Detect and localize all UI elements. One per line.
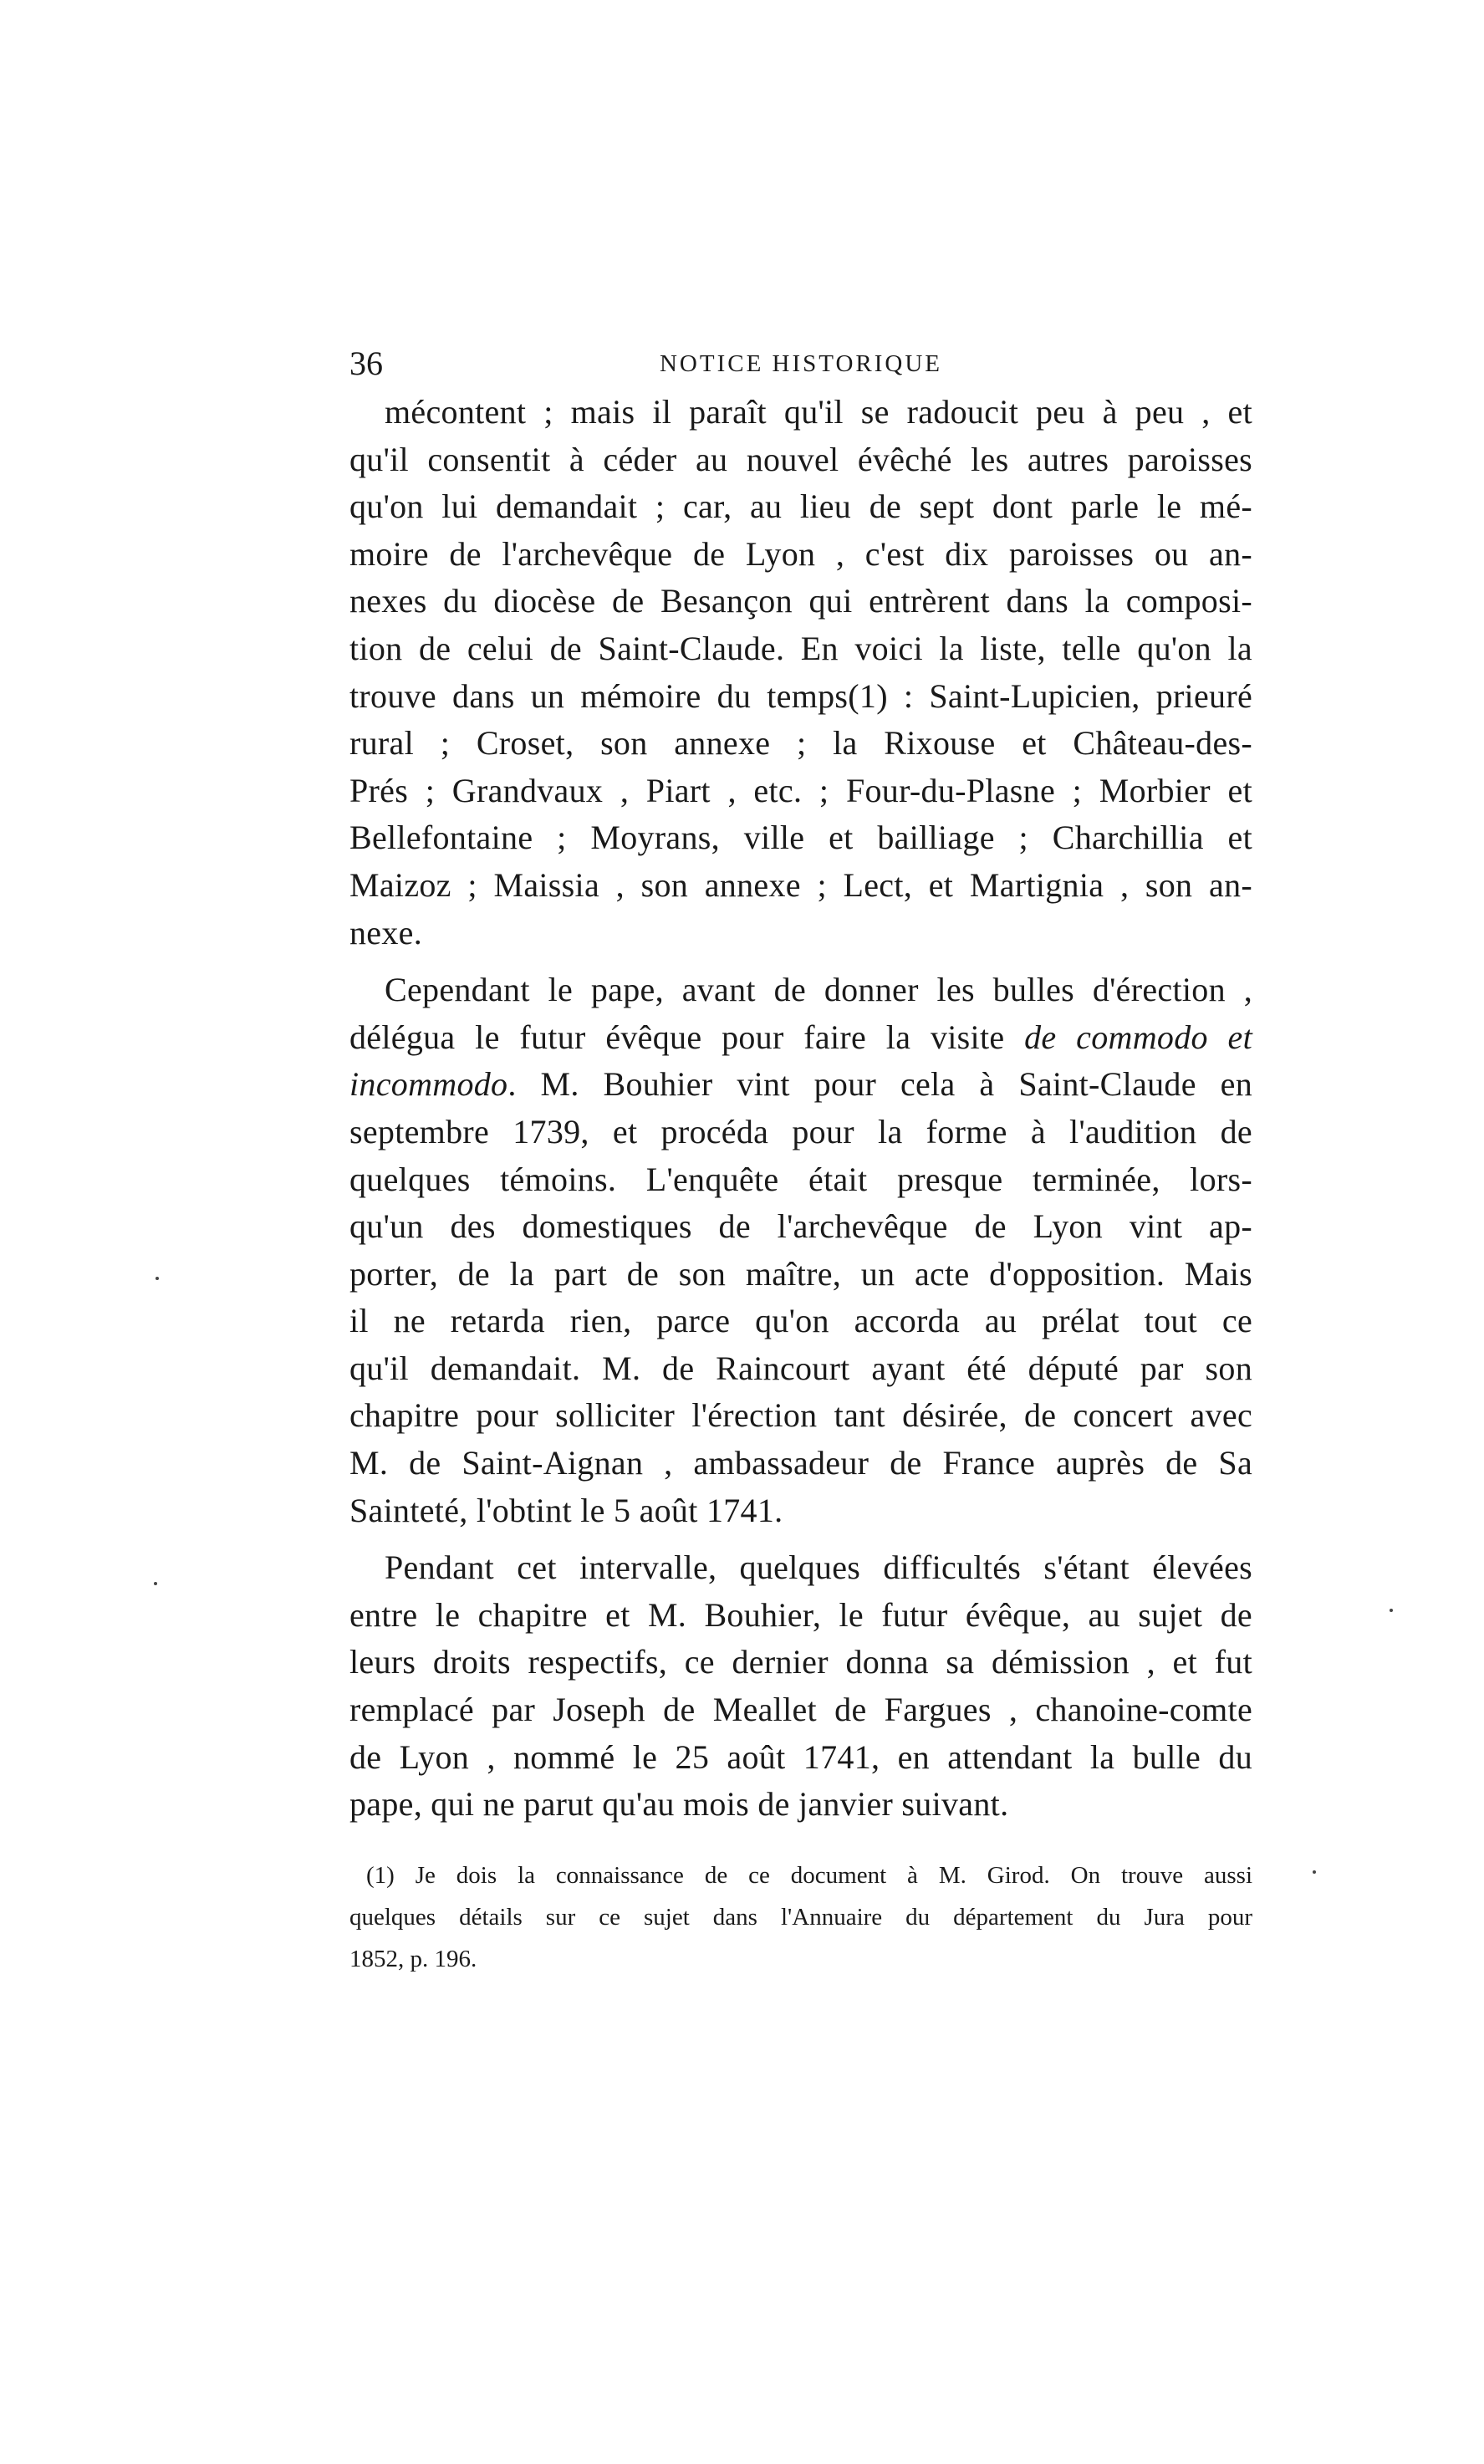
scan-speck <box>154 1582 157 1585</box>
text-segment: mécontent ; mais il paraît qu'il se radoucit peu à peu , et <box>385 393 1252 431</box>
text-line <box>349 720 1252 768</box>
italic-text: de commodo et <box>1024 1018 1252 1056</box>
running-title: NOTICE HISTORIQUE <box>659 350 943 377</box>
text-line <box>349 1639 1252 1686</box>
footnote-line: 1852, p. 196. <box>349 1946 477 1972</box>
text-segment: Prés ; Grandvaux , Piart , etc. ; Four-du-Plasne ; Morbier et <box>349 771 1252 809</box>
text-segment: Bellefontaine ; Moyrans, ville et bailliage ; Charchillia et <box>349 819 1252 857</box>
paragraph-gap <box>349 957 1252 967</box>
scan-speck <box>1313 1870 1316 1874</box>
text-line <box>349 1734 1252 1782</box>
text-line <box>349 436 1252 484</box>
text-line <box>349 1686 1252 1734</box>
footnote-line: (1) Je dois la connaissance de ce document à M. Girod. On trouve aussi <box>366 1862 1252 1889</box>
text-line <box>349 1156 1252 1204</box>
text-segment: nexe. <box>349 913 423 951</box>
text-line <box>349 1392 1252 1440</box>
italic-text: incommodo <box>349 1065 508 1104</box>
text-line <box>349 673 1252 721</box>
text-segment: délégua le futur évêque pour faire la visite <box>349 1018 1025 1056</box>
text-line <box>349 1109 1252 1156</box>
text-line <box>349 1251 1252 1298</box>
footnote-line: quelques détails sur ce sujet dans l'Annuaire du département du Jura pour <box>349 1904 1252 1931</box>
text-line <box>349 1298 1252 1345</box>
text-line <box>349 1487 1252 1535</box>
text-segment: qu'un des domestiques de l'archevêque de Lyon vint ap- <box>349 1207 1252 1246</box>
text-segment: pape, qui ne parut qu'au mois de janvier suivant. <box>349 1785 1009 1824</box>
text-line <box>349 1781 1252 1829</box>
scan-speck <box>156 1277 159 1280</box>
text-segment: qu'il consentit à céder au nouvel évêché les autres paroisses <box>349 440 1252 478</box>
text-line <box>349 1544 1252 1592</box>
text-line <box>349 1014 1252 1062</box>
text-line <box>349 1592 1252 1640</box>
text-segment: rural ; Croset, son annexe ; la Rixouse et Château-des- <box>349 724 1252 763</box>
text-line <box>349 389 1252 436</box>
text-line <box>349 1203 1252 1251</box>
text-segment: moire de l'archevêque de Lyon , c'est dix paroisses ou an- <box>349 534 1252 573</box>
text-segment: de Lyon , nommé le 25 août 1741, en attendant la bulle du <box>349 1737 1252 1776</box>
text-segment: Sainteté, l'obtint le 5 août 1741. <box>349 1491 783 1529</box>
paragraph <box>349 967 1252 1534</box>
text-line <box>349 625 1252 673</box>
page-number: 36 <box>349 344 383 382</box>
text-line <box>349 814 1252 862</box>
text-segment: septembre 1739, et procéda pour la forme à l'audition de <box>349 1112 1252 1150</box>
paragraph-gap <box>349 1534 1252 1544</box>
paragraph <box>349 389 1252 957</box>
text-segment: entre le chapitre et M. Bouhier, le futur évêque, au sujet de <box>349 1595 1252 1634</box>
text-line <box>349 768 1252 815</box>
text-line <box>349 1345 1252 1393</box>
text-line <box>349 1440 1252 1487</box>
text-segment: quelques témoins. L'enquête était presque terminée, lors- <box>349 1160 1252 1198</box>
text-line <box>349 1061 1252 1109</box>
body-text <box>349 389 1252 1829</box>
text-segment: qu'il demandait. M. de Raincourt ayant été député par son <box>349 1349 1252 1387</box>
text-segment: . M. Bouhier vint pour cela à Saint-Claude en <box>507 1065 1252 1104</box>
text-segment: trouve dans un mémoire du temps(1) : Saint-Lupicien, prieuré <box>349 676 1252 715</box>
paragraph <box>349 1544 1252 1829</box>
text-segment: Maizoz ; Maissia , son annexe ; Lect, et Martignia , son an- <box>349 865 1252 904</box>
text-segment: leurs droits respectifs, ce dernier donna sa démission , et fut <box>349 1643 1252 1681</box>
text-segment: Pendant cet intervalle, quelques difficultés s'étant élevées <box>385 1548 1252 1587</box>
page-header <box>349 339 1252 389</box>
text-segment: remplacé par Joseph de Meallet de Fargues , chanoine-comte <box>349 1691 1252 1729</box>
text-segment: qu'on lui demandait ; car, au lieu de sept dont parle le mé- <box>349 487 1252 526</box>
text-line <box>349 578 1252 625</box>
text-line <box>349 483 1252 531</box>
text-line <box>349 862 1252 910</box>
text-segment: M. de Saint-Aignan , ambassadeur de France auprès de Sa <box>349 1444 1252 1482</box>
text-segment: nexes du diocèse de Besançon qui entrèrent dans la composi- <box>349 582 1252 620</box>
text-segment: tion de celui de Saint-Claude. En voici la liste, telle qu'on la <box>349 629 1252 667</box>
text-line <box>349 910 1252 957</box>
text-line <box>349 531 1252 579</box>
text-segment: porter, de la part de son maître, un acte d'opposition. Mais <box>349 1254 1252 1293</box>
footnotes <box>349 1854 1252 1980</box>
text-segment: Cependant le pape, avant de donner les bulles d'érection , <box>385 971 1252 1009</box>
text-segment: il ne retarda rien, parce qu'on accorda au prélat tout ce <box>349 1302 1252 1340</box>
scan-speck <box>1390 1609 1393 1612</box>
text-line <box>349 967 1252 1014</box>
text-segment: chapitre pour solliciter l'érection tant désirée, de concert avec <box>349 1396 1252 1435</box>
